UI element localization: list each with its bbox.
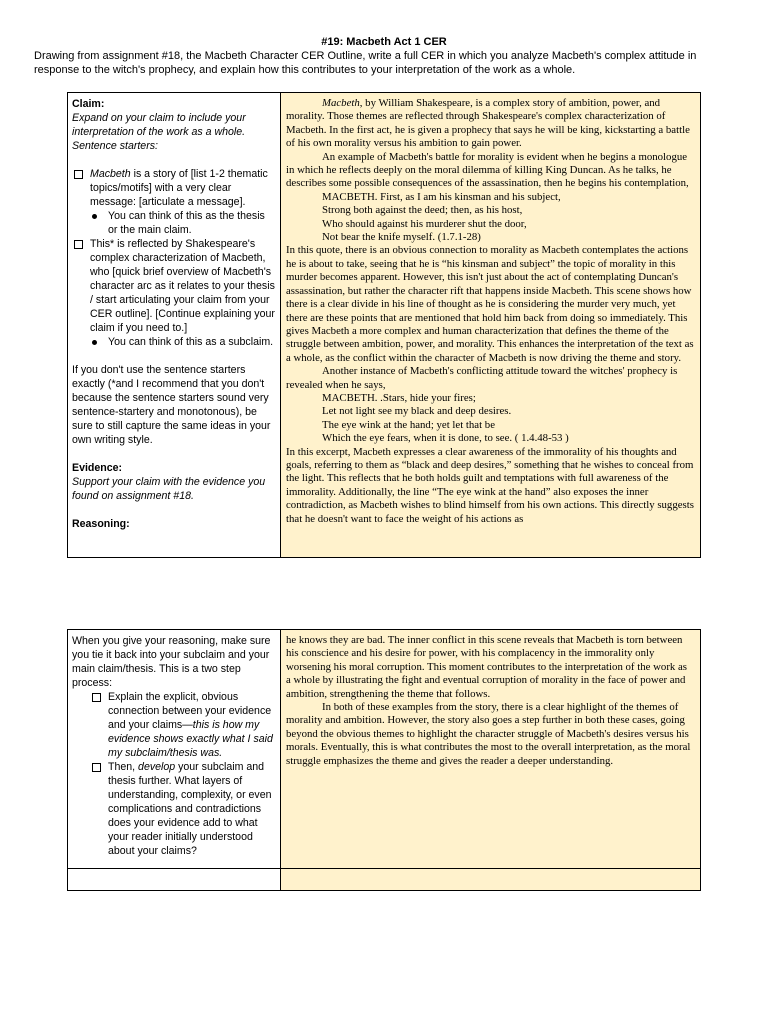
response-paragraph-5: In this excerpt, Macbeth expresses a clear awareness of the immorality of his thoughts and goals, referring to them as “black and deep desires,” something that he wishes to conceal from the light. This reflects that he both holds guilt and temptations with full awareness of the immorality. Additionally, the line “The eye wink at the hand” also exposes the inner contradiction, as Macbeth wishes to blind himself from his own actions. This directly suggests that he doesn't want to face the weight of his actions as: [286, 445, 694, 525]
response-paragraph-2: An example of Macbeth's battle for morality is evident when he begins a monologue in which he reflects deeply on the moral dilemma of killing King Duncan. As he talks, he describes some possible consequences of the assassination, then he begins his contemplation,: [286, 150, 689, 190]
document-title: #19: Macbeth Act 1 CER: [321, 36, 447, 48]
response-paragraph-6: he knows they are bad. The inner conflict in this scene reveals that Macbeth is torn between his conscience and his desire for power, with his complacency in the immorality only worsening his moral corruption. This moment contributes to the interpretation of the work as a whole by illustrating the fight and eventual corruption of morality in the face of power and ambition, strengthening the theme that follows.: [286, 634, 688, 700]
checkbox-icon[interactable]: [92, 693, 101, 702]
guidance-cell: [68, 93, 281, 558]
empty-cell-left: [68, 869, 281, 891]
reasoning-intro: When you give your reasoning, make sure you tie it back into your subclaim and your main claim/thesis. This is a two step process:: [72, 635, 271, 689]
cer-table-part1: [67, 92, 701, 558]
starter-checkbox-1[interactable]: [72, 167, 276, 209]
starter1-bullet-text: You can think of this as the thesis or the main claim.: [108, 210, 265, 236]
student-response-cell-continued[interactable]: [281, 630, 701, 869]
claim-instruction: Expand on your claim to include your interpretation of the work as a whole. Sentence starters:: [72, 112, 246, 152]
work-title: Macbeth: [322, 97, 360, 109]
starter1-bullet: [72, 209, 276, 237]
bullet-icon: [92, 340, 97, 345]
evidence-label: Evidence:: [72, 462, 123, 474]
quote-line: Let not light see my black and deep desires.: [322, 405, 512, 418]
response-paragraph-7: In both of these examples from the story, there is a clear highlight of the themes of morality and ambition. However, the story also goes a step further in both these cases, going beyond the obvious themes to highlight the character struggle of Macbeth's desires versus his morals. Eventually, this is what contributes the most to the overall interpretation, as the moral struggle emphasizes the theme and gives the reader a deeper understanding.: [286, 701, 691, 767]
checkbox-icon[interactable]: [74, 170, 83, 179]
step-checkbox-1[interactable]: Explain the explicit, obvious connection between your evidence and your claims—this is how my evidence shows exactly what I said my subclaim/thesis was.: [72, 690, 276, 760]
quote-line: MACBETH. .Stars, hide your fires;: [322, 391, 476, 404]
claim-label: Claim:: [72, 98, 105, 110]
assignment-instructions: Drawing from assignment #18, the Macbeth Character CER Outline, write a full CER in which you analyze Macbeth's complex attitude in response to the witch's prophecy, and explain how this contributes to your interpretation of the work as a whole.: [34, 50, 697, 76]
response-paragraph-3: In this quote, there is an obvious connection to morality as Macbeth contemplates the actions he is about to take, seeing that he is “his kinsman and subject” the topic of morality in this murder becomes apparent. However, this isn't just about the act of contemplating Duncan's assassination, but rather the character rift that happens inside Macbeth. This scene shows how there is a clear divide in his line of thought as he is considering the murder very much, yet there are these points that are mentioned that hold him back from doing so immediately. This gives Macbeth a more complex and human characterization that defines the theme of the struggle between ambition, power, and morality. This enhances the interpretation of the text as a whole, as the conflict within the character of Macbeth is now driving the theme and story.: [286, 244, 694, 364]
starter1-title: Macbeth: [90, 168, 131, 180]
cer-table-part2: [67, 629, 701, 891]
starter2-text: This* is reflected by Shakespeare's complex characterization of Macbeth, who [quick brief overview of Macbeth's character arc as it relates to your thesis / start articulating your claim from your CER outline]. [Continue explaining your claim if you need to.]: [90, 238, 275, 334]
bullet-icon: [92, 214, 97, 219]
checkbox-icon[interactable]: [74, 240, 83, 249]
step-checkbox-2[interactable]: Then, develop your subclaim and thesis further. What layers of understanding, complexity, or even complications and contradictions does your evidence add to what your reader initially understood about your claims?: [72, 760, 276, 858]
evidence-instruction: Support your claim with the evidence you found on assignment #18.: [72, 476, 266, 502]
quote-line: Which the eye fears, when it is done, to see. ( 1.4.48-53 ): [322, 432, 569, 445]
student-response-cell[interactable]: [281, 93, 701, 558]
response-paragraph-1: Macbeth, by William Shakespeare, is a complex story of ambition, power, and morality. Those themes are reflected through Shakespeare's complex characterization of Macbeth. In the first act, he is given a prophecy that says he will be king, kickstarting a battle of his own morality versus his ambition to gain power.: [286, 97, 690, 150]
starter2-bullet: [72, 335, 276, 349]
sentence-starter-note: If you don't use the sentence starters exactly (*and I recommend that you don't because the sentence starters sound very sentence-startery and monotonous), be sure to still capture the same ideas in your own writing style.: [72, 364, 271, 446]
reasoning-label: Reasoning:: [72, 518, 130, 530]
quote-line: MACBETH. First, as I am his kinsman and his subject,: [322, 190, 561, 203]
reasoning-guidance-cell: [68, 630, 281, 869]
quote-line: The eye wink at the hand; yet let that be: [322, 418, 495, 431]
starter2-bullet-text: You can think of this as a subclaim.: [108, 336, 274, 348]
quote-line: Who should against his murderer shut the door,: [322, 217, 527, 230]
checkbox-icon[interactable]: [92, 763, 101, 772]
empty-cell-right[interactable]: [281, 869, 701, 891]
quote-line: Not bear the knife myself. (1.7.1-28): [322, 231, 481, 244]
starter1-text: is a story of [list 1-2 thematic topics/motifs] with a very clear message: [articulate a message].: [90, 168, 268, 208]
response-paragraph-4: Another instance of Macbeth's conflicting attitude toward the witches' prophecy is revealed when he says,: [286, 365, 678, 391]
quote-line: Strong both against the deed; then, as his host,: [322, 204, 523, 217]
starter-checkbox-2[interactable]: [72, 237, 276, 335]
